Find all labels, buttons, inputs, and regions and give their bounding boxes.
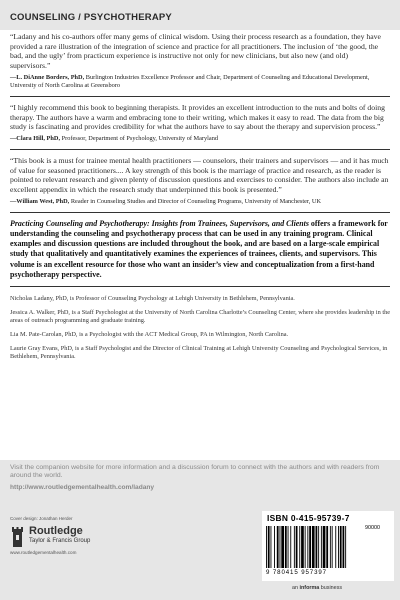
review-quote: “I highly recommend this book to beginning therapists. It provides an excellent introduction to the nuts and bolts of doing therapy. The authors have a warm and embracing tone to their writing, which makes it easy to read. The data from the big study is fascinating and provides credibility for what the authors have to say about the therapy and supervision process.” <box>10 102 385 132</box>
author-name: Nicholas Ladany, PhD, <box>10 294 69 302</box>
barcode-digits: 9 780415 957397 <box>266 569 327 576</box>
publisher-name: Routledge <box>29 525 83 537</box>
author-bio <box>10 295 390 303</box>
review-quote: “This book is a must for trainee mental health practitioners — counselors, their trainers and supervisors — and it has much of value for seasoned practitioners.... A key strength of this book is the marriage of practice and research, as the reader is pointed to relevant research and given plenty of discussion questions and exercises to consider. The authors also include an excellent appendix in which the research study that underpinned this book is presented.” <box>10 155 389 195</box>
author-bio <box>10 345 390 361</box>
author-bio <box>10 309 390 325</box>
informa-business-note <box>292 585 342 591</box>
back-cover-content <box>10 32 390 368</box>
reviewer-affiliation: Professor, Department of Psychology, University of Maryland <box>61 134 218 142</box>
informa-brand: informa <box>299 585 320 591</box>
author-bio-text: is a Psychologist with the ACT Medical Group, PA in Wilmington, North Carolina. <box>77 331 289 339</box>
reviewer-name: —William West, PhD, <box>10 197 70 205</box>
review-block <box>10 156 390 206</box>
routledge-tower-logo-icon <box>10 526 25 548</box>
divider <box>10 286 390 287</box>
review-block <box>10 32 390 90</box>
review-block <box>10 103 390 143</box>
author-name: Jessica A. Walker, PhD, <box>10 309 70 317</box>
reviewer-affiliation: Burlington Industries Excellence Professor and Chair, Department of Counseling and Educational Development, University of North Carolina at Greensboro <box>10 73 370 89</box>
book-title: Practicing Counseling and Psychotherapy: Insights from Trainees, Supervisors, and Clients <box>10 218 309 228</box>
review-attribution <box>10 198 390 206</box>
publisher-logo <box>10 525 160 557</box>
cover-design-credit: Cover design: Jonathan Herder <box>10 516 73 521</box>
review-quote: “Ladany and his co-authors offer many gems of clinical wisdom. Using their process research as a foundation, they have provided a rare illustration of the integration of science and practice for all practitioners. The inclusion of ‘the good, the bad, and the ugly’ from practicum experience is instructive not only for new clinicians, but also new (and old) supervisors.” <box>10 32 381 71</box>
informa-prefix: an <box>292 585 300 591</box>
author-bios <box>10 295 390 362</box>
author-name: Laurie Gray Evans, PhD, <box>10 345 74 353</box>
reviewer-name: —Clara Hill, PhD, <box>10 134 61 142</box>
informa-suffix: business <box>319 585 343 591</box>
author-name: Lia M. Pate-Carolan, PhD, <box>10 331 78 339</box>
isbn-number: ISBN 0-415-95739-7 <box>267 513 350 523</box>
author-bio-text: is a Staff Psychologist and the Director of Clinical Training at Lehigh University Counseling and Psychological Services, in Bethlehem, Pennsylvania. <box>10 345 388 361</box>
review-attribution <box>10 135 390 143</box>
companion-site-text: Visit the companion website for more information and a discussion forum to connect with the authors and with readers from around the world. <box>10 464 380 480</box>
isbn-barcode-box <box>262 511 394 581</box>
publisher-website: www.routledgementalhealth.com <box>10 550 77 555</box>
author-bio-text: is Professor of Counseling Psychology at Lehigh University in Bethlehem, Pennsylvania. <box>68 294 295 302</box>
author-bio <box>10 331 390 339</box>
companion-site-link[interactable]: http://www.routledgementalhealth.com/ladany <box>10 484 155 491</box>
divider <box>10 96 390 97</box>
description-body: offers a framework for understanding the counseling and psychotherapy process that can be used in any training program. Clinical examples and discussion questions are included throughout the book, and are based on a large-scale empirical study that qualitatively and quantitatively examines the experiences of trainees, clients, and supervisors. This volume is an excellent resource for those who want an insider’s view and conceptualization from a first-hand psychotherapy perspective. <box>10 218 388 279</box>
book-description <box>10 219 390 280</box>
reviewer-affiliation: Reader in Counseling Studies and Director of Counseling Programs, University of Manchester, UK <box>70 197 322 205</box>
category-label: COUNSELING / PSYCHOTHERAPY <box>10 12 172 23</box>
author-bio-text: is a Staff Psychologist at the University of North Carolina Charlotte’s Counseling Center, where she provides leadership in the areas of outreach programming and graduate training. <box>10 309 391 325</box>
reviewer-name: —L. DiAnne Borders, PhD, <box>10 73 85 81</box>
publisher-group: Taylor & Francis Group <box>29 538 91 544</box>
barcode-icon <box>266 526 362 568</box>
divider <box>10 149 390 150</box>
divider <box>10 212 390 213</box>
review-attribution <box>10 74 390 90</box>
price-code: 90000 <box>365 525 380 531</box>
